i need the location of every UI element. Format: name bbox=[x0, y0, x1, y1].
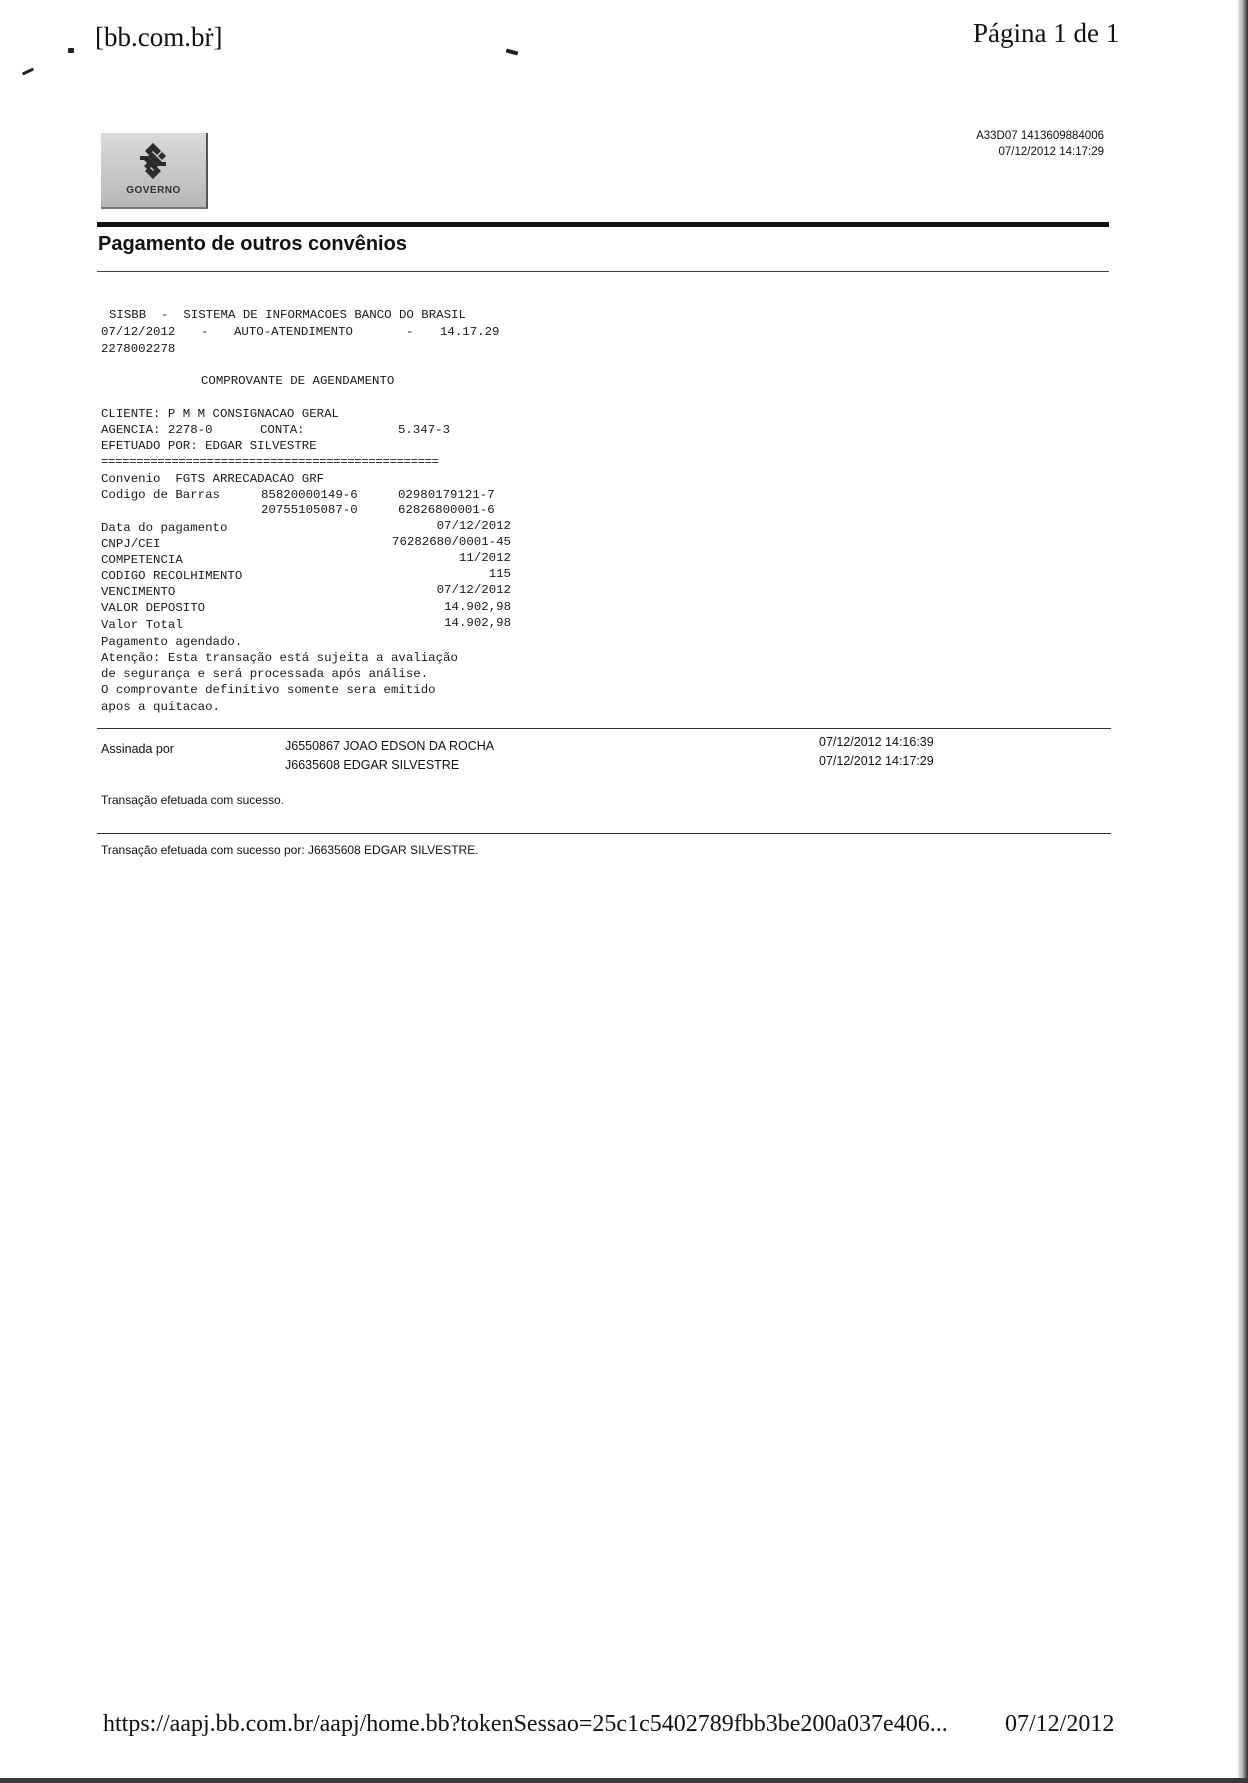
header-rule bbox=[97, 222, 1109, 227]
status-message: Transação efetuada com sucesso. bbox=[101, 793, 284, 807]
field-value: 11/2012 bbox=[458, 551, 511, 565]
receipt-time: 14.17.29 bbox=[440, 325, 500, 339]
field-label: Valor Total bbox=[101, 618, 183, 632]
signed-by-label: Assinada por bbox=[101, 742, 174, 756]
field-value: 07/12/2012 bbox=[436, 583, 511, 597]
receipt-barcode-part: 20755105087-0 bbox=[261, 503, 358, 517]
page-title: Pagamento de outros convênios bbox=[98, 233, 407, 255]
signer-datetime: 07/12/2012 14:17:29 bbox=[819, 754, 934, 768]
signer-name: J6550867 JOAO EDSON DA ROCHA bbox=[285, 739, 495, 753]
receipt-account-label: CONTA: bbox=[260, 423, 305, 437]
receipt-dash: - bbox=[406, 325, 414, 339]
field-label: VALOR DEPOSITO bbox=[101, 601, 206, 615]
logo-text: GOVERNO bbox=[126, 185, 181, 196]
receipt-client: CLIENTE: P M M CONSIGNACAO GERAL bbox=[101, 407, 339, 421]
receipt-barcode-part: 85820000149-6 bbox=[261, 488, 358, 502]
scan-speck bbox=[68, 48, 74, 53]
field-value: 07/12/2012 bbox=[436, 519, 511, 533]
scan-speck bbox=[22, 68, 34, 76]
receipt-account: 5.347-3 bbox=[398, 423, 451, 437]
bb-logo-icon bbox=[134, 141, 172, 181]
field-label: Data do pagamento bbox=[101, 521, 228, 535]
bank-logo bbox=[101, 133, 208, 209]
divider bbox=[97, 271, 1109, 272]
receipt-note: Atenção: Esta transação está sujeita a avaliação bbox=[101, 651, 458, 665]
receipt-agreement: Convenio FGTS ARRECADACAO GRF bbox=[101, 472, 325, 486]
receipt-executed-by: EFETUADO POR: EDGAR SILVESTRE bbox=[101, 439, 317, 453]
receipt-dash: - bbox=[201, 325, 209, 339]
field-value: 115 bbox=[488, 567, 511, 581]
scan-edge-bottom bbox=[0, 1778, 1248, 1783]
receipt-terminal: 2278002278 bbox=[101, 342, 176, 356]
receipt-barcode-part: 62826800001-6 bbox=[398, 503, 495, 517]
footer-url: https://aapj.bb.com.br/aapj/home.bb?tokenSessao=25c1c5402789fbb3be200a037e406... bbox=[103, 1711, 948, 1737]
divider bbox=[97, 728, 1111, 729]
receipt-system-line: SISBB - SISTEMA DE INFORMACOES BANCO DO BRASIL bbox=[109, 308, 466, 322]
field-value: 14.902,98 bbox=[444, 616, 511, 630]
receipt-note: O comprovante definitivo somente sera emitido bbox=[101, 683, 436, 697]
receipt-barcode-part: 02980179121-7 bbox=[398, 488, 495, 502]
scan-speck bbox=[506, 49, 519, 56]
receipt-heading: COMPROVANTE DE AGENDAMENTO bbox=[201, 374, 395, 388]
transaction-datetime: 07/12/2012 14:17:29 bbox=[998, 146, 1104, 158]
status-by-message: Transação efetuada com sucesso por: J6635608 EDGAR SILVESTRE. bbox=[101, 843, 479, 857]
field-label: VENCIMENTO bbox=[101, 585, 176, 599]
field-value: 14.902,98 bbox=[444, 600, 511, 614]
site-label: [bb.com.bṙ] bbox=[95, 22, 223, 52]
scan-edge bbox=[1238, 0, 1248, 1783]
divider bbox=[97, 833, 1111, 834]
footer-date: 07/12/2012 bbox=[1005, 1711, 1115, 1737]
field-label: CODIGO RECOLHIMENTO bbox=[101, 569, 243, 583]
signer-name: J6635608 EDGAR SILVESTRE bbox=[285, 758, 460, 772]
receipt-note: Pagamento agendado. bbox=[101, 635, 243, 649]
receipt-date: 07/12/2012 bbox=[101, 325, 176, 339]
receipt-note: de segurança e será processada após análise. bbox=[101, 667, 429, 681]
receipt-agency: AGENCIA: 2278-0 bbox=[101, 423, 213, 437]
field-value: 76282680/0001-45 bbox=[392, 535, 511, 549]
field-label: CNPJ/CEI bbox=[101, 537, 161, 551]
receipt-mode: AUTO-ATENDIMENTO bbox=[234, 325, 353, 339]
receipt-separator: ================================================ bbox=[101, 455, 439, 469]
page-number: Página 1 de 1 bbox=[973, 18, 1120, 48]
signer-datetime: 07/12/2012 14:16:39 bbox=[819, 735, 934, 749]
transaction-code: A33D07 1413609884006 bbox=[976, 130, 1104, 142]
field-label: COMPETENCIA bbox=[101, 553, 183, 567]
receipt-note: apos a quitacao. bbox=[101, 700, 220, 714]
receipt-barcode-label: Codigo de Barras bbox=[101, 488, 220, 502]
